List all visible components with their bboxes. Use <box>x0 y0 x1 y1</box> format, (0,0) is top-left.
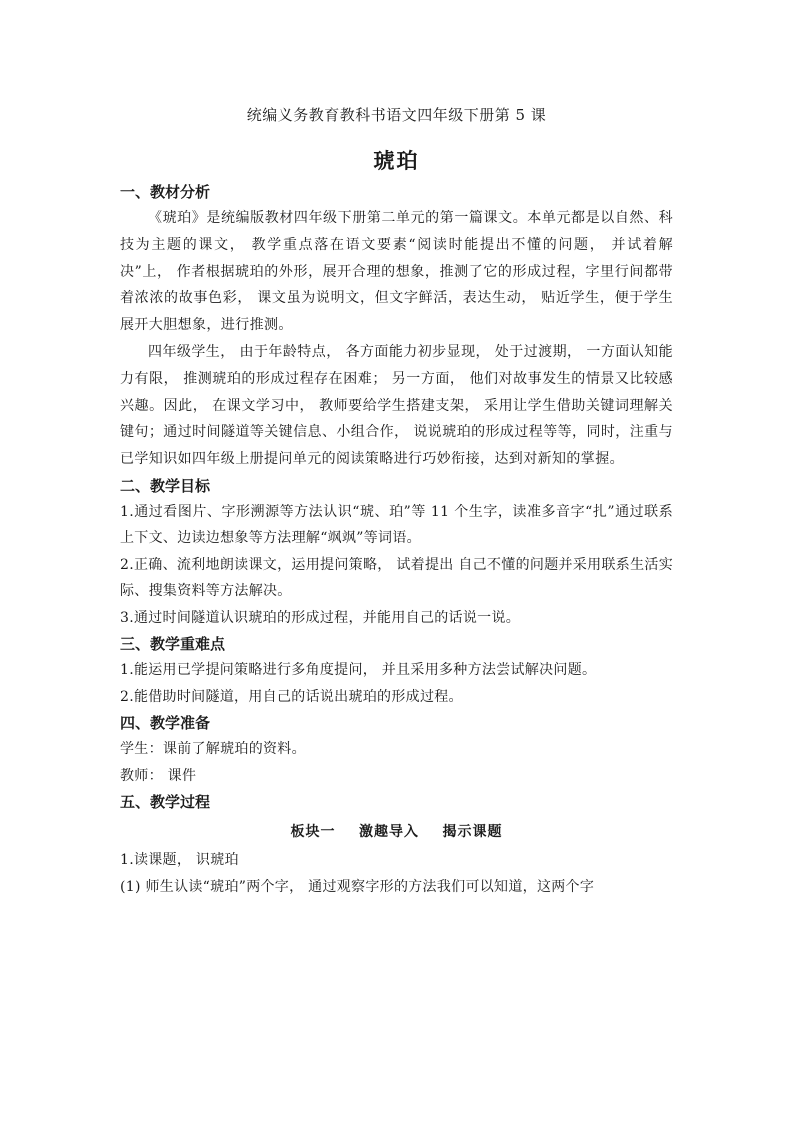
difficulty-item-2: 2.能借助时间隧道，用自己的话说出琥珀的形成过程。 <box>120 688 463 705</box>
goal-item-1: 1.通过看图片、字形溯源等方法认识“琥、珀”等 11 个生字，读准多音字“扎”通过联系上下文、边读边想象等方法理解“飒飒”等词语。 <box>120 503 673 547</box>
section-heading-preparation: 四、教学准备 <box>120 714 211 733</box>
preparation-student: 学生：课前了解琥珀的资料。 <box>120 741 306 758</box>
section-heading-material-analysis: 一、教材分析 <box>120 183 211 201</box>
preparation-teacher: 教师： 课件 <box>120 767 197 784</box>
paragraph-material-analysis-1: 《琥珀》是统编版教材四年级下册第二单元的第一篇课文。本单元都是以自然、科技为主题的课文， 教学重点落在语文要素“阅读时能提出不懂的问题， 并试着解决”上， 作者根据琥珀的外形，展开合理的想象，推测了它的形成过程，字里行间都带着浓浓的故事色彩， 课文虽为说明文，但文字鲜活，表达生动， 贴近学生，便于学生展开大胆想象，进行推测。 <box>120 210 673 334</box>
goal-item-3: 3.通过时间隧道认识琥珀的形成过程，并能用自己的话说一说。 <box>120 609 521 626</box>
section-heading-teaching-goals: 二、教学目标 <box>120 476 211 495</box>
document-content <box>120 104 673 900</box>
difficulty-item-1: 1.能运用已学提问策略进行多角度提问， 并且采用多种方法尝试解决问题。 <box>120 662 597 679</box>
process-step-1: 1.读课题， 识琥珀 <box>120 852 239 869</box>
process-step-1-sub-1: (1) 师生认读“琥珀”两个字， 通过观察字形的方法我们可以知道，这两个字 <box>120 878 595 895</box>
page-title: 琥珀 <box>373 149 420 173</box>
paragraph-material-analysis-2: 四年级学生， 由于年龄特点， 各方面能力初步显现， 处于过渡期， 一方面认知能力有限， 推测琥珀的形成过程存在困难； 另一方面， 他们对故事发生的情景又比较感兴趣。因此， 在课文学习中， 教师要给学生搭建支架， 采用让学生借助关键词理解关键句；通过时间隧道等关键信息、小组合作， 说说琥珀的形成过程等等，同时，注重与已学知识如四年级上册提问单元的阅读策略进行巧妙衔接，达到对新知的掌握。 <box>120 343 673 468</box>
course-header: 统编义务教育教科书语文四年级下册第 5 课 <box>246 106 547 124</box>
section-heading-teaching-process: 五、教学过程 <box>120 793 211 812</box>
block-heading-1: 板块一 激趣导入 揭示课题 <box>290 824 503 841</box>
section-heading-key-difficulties: 三、教学重难点 <box>120 635 226 654</box>
goal-item-2: 2.正确、流利地朗读课文，运用提问策略， 试着提出 自己不懂的问题并采用联系生活实际、搜集资料等方法解决。 <box>120 556 673 600</box>
